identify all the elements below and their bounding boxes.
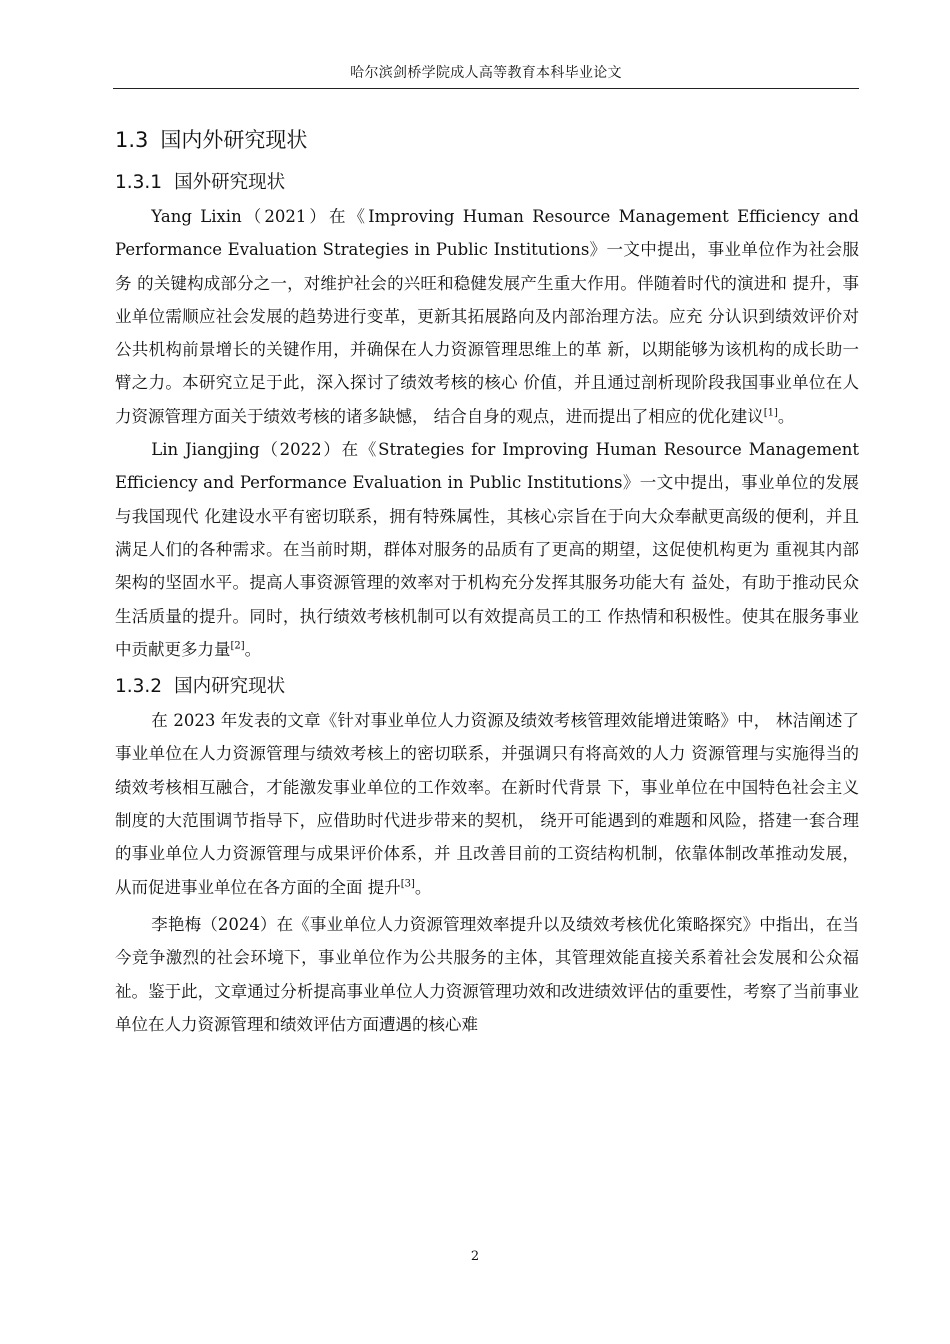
paragraph-lin-jiangjing [115,433,859,666]
subsection-number: 1.3.1 [115,172,163,193]
page-number: 2 [470,1249,480,1264]
running-header: 哈尔滨剑桥学院成人高等教育本科毕业论文 [113,62,859,89]
section-number: 1.3 [115,128,149,152]
paragraph-lin-jie [115,704,859,904]
citation-marker: [1] [763,407,778,419]
paragraph-text: 李艳梅（2024）在《事业单位人力资源管理效率提升以及绩效考核优化策略探究》中指出，在当今竞争激烈的社会环境下，事业单位作为公共服务的主体，其管理效能直接关系着社会发展和公众福祉。鉴于此，文章通过分析提高事业单位人力资源管理功效和改进绩效评估的重要性，考察了当前事业单位在人力资源管理和绩效评估方面遭遇的核心难 [115,914,859,1034]
subsection-title: 国内研究现状 [174,676,286,698]
paragraph-end: 。 [777,406,795,426]
subsection-title: 国外研究现状 [174,172,286,193]
paragraph-yang-lixin [115,200,859,433]
paragraph-end: 。 [414,877,432,897]
citation-marker: [3] [400,878,415,890]
citation-marker: [2] [230,640,245,652]
subsection-heading-domestic [115,672,859,698]
paragraph-end: 。 [244,639,262,659]
paragraph-text: Yang Lixin（2021）在《Improving Human Resource Management Efficiency and Performance Evaluation Strategies in Public Institutions》一文中提出，事业单位作为社会服务 的关键构成部分之一，对维护社会的兴旺和稳健发展产生重大作用。伴随着时代的演进和 提升，事业单位需顺应社会发展的趋势进行变革，更新其拓展路向及内部治理方法。应充 分认识到绩效评价对公共机构前景增长的关键作用，并确保在人力资源管理思维上的革 新，以期能够为该机构的成长助一臂之力。本研究立足于此，深入探讨了绩效考核的核心 价值，并且通过剖析现阶段我国事业单位在人力资源管理方面关于绩效考核的诸多缺憾， 结合自身的观点，进而提出了相应的优化建议 [115,207,859,426]
paragraph-text: 在 2023 年发表的文章《针对事业单位人力资源及绩效考核管理效能增进策略》中， 林洁阐述了事业单位在人力资源管理与绩效考核上的密切联系，并强调只有将高效的人力 资源管理与实施得当的绩效考核相互融合，才能激发事业单位的工作效率。在新时代背景 下，事业单位在中国特色社会主义制度的大范围调节指导下，应借助时代进步带来的契机， 绕开可能遇到的难题和风险，搭建一套合理的事业单位人力资源管理与成果评价体系，并 且改善目前的工资结构机制，依靠体制改革推动发展，从而促进事业单位在各方面的全面 提升 [115,711,859,897]
section-heading [115,124,859,154]
section-title: 国内外研究现状 [160,128,308,152]
subsection-number: 1.3.2 [115,676,163,698]
paragraph-li-yanmei [115,908,859,1041]
body-content [115,118,859,1041]
subsection-heading-foreign [115,168,859,194]
paragraph-text: Lin Jiangjing（2022）在《Strategies for Improving Human Resource Management Efficiency and Performance Evaluation in Public Institutions》一文中提出，事业单位的发展与我国现代 化建设水平有密切联系，拥有特殊属性，其核心宗旨在于向大众奉献更高级的便利，并且 满足人们的各种需求。在当前时期，群体对服务的品质有了更高的期望，这促使机构更为 重视其内部架构的坚固水平。提高人事资源管理的效率对于机构充分发挥其服务功能大有 益处，有助于推动民众生活质量的提升。同时，执行绩效考核机制可以有效提高员工的工 作热情和积极性。使其在服务事业中贡献更多力量 [115,440,859,659]
